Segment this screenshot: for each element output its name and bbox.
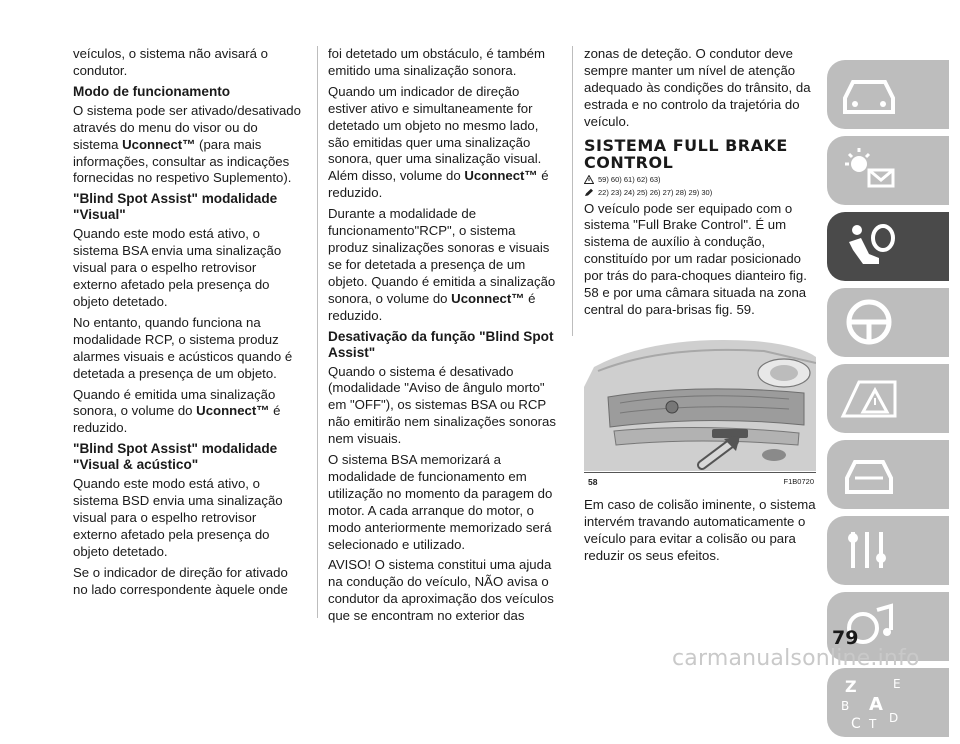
paragraph: zonas de deteção. O condutor deve sempre manter um nível de atenção adequado às condições do trânsito, da estrada e no controlo da trajetória do veículo. [584,46,811,129]
page-number: 79 [832,627,859,649]
paragraph: foi detetado um obstáculo, é também emitido uma sinalização sonora. [328,46,545,78]
paragraph [73,387,303,438]
heading-visual-acoustic-mode: "Blind Spot Assist" modalidade "Visual & acústico" [73,441,278,473]
car-front-radar-image [584,327,816,471]
section-title [584,137,816,171]
watermark: carmanualsonline.info [672,646,920,671]
column-divider [572,46,573,336]
index-letter: E [893,677,901,691]
text-column-2 [328,46,556,629]
figure-rule [584,472,816,473]
paragraph: Quando este modo está ativo, o sistema BSD envia uma sinalização visual para o espelho retrovisor externo afetado pela presença do objeto detetado. [73,476,283,559]
uconnect-brand: Uconnect™ [464,168,538,184]
paragraph: AVISO! O sistema constitui uma ajuda na condução do veículo, NÃO avisa o condutor da aproximação dos veículos que se encontram no exterior das [328,557,554,624]
uconnect-brand: Uconnect™ [196,403,270,419]
warning-triangle-icon [584,175,594,184]
paragraph [328,84,556,202]
tab-dashboard[interactable] [827,60,949,129]
text-run: O sistema pode ser ativado/desativado através do menu do visor ou do sistema [73,102,301,152]
tools-icon [839,524,899,576]
index-letter: Z [845,677,857,696]
car-service-icon [839,448,899,500]
text-column-1 [73,46,303,603]
paragraph: Em caso de colisão iminente, o sistema intervém travando automaticamente o veículo para evitar a colisão ou para reduzir os seus efeitos. [584,496,816,563]
text-run: Quando é emitida uma sinalização sonora, o volume do [73,386,276,419]
column-divider [317,46,318,618]
index-letter: D [889,711,899,725]
heading-deactivation: Desativação da função "Blind Spot Assist" [328,328,554,360]
uconnect-brand: Uconnect™ [451,290,525,306]
tab-safety[interactable] [827,212,949,281]
steering-wheel-icon [839,296,899,348]
road-warning-icon [839,372,899,424]
figure-number: 58 [588,476,598,487]
paragraph: Quando o sistema é desativado (modalidade "Aviso de ângulo morto" em "OFF"), os sistemas BSA ou RCP não emitirão nem sinalizações sonoras nem visuais. [328,363,556,447]
text-run: Quando um indicador de direção estiver ativo e simultaneamente for detetado um objeto no mesmo lado, são emitidas quer uma sinalização sonora, quer uma sinalização visual. Além disso, volume do [328,83,542,184]
warning-numbers: 59) 60) 61) 62) 63) [598,174,661,184]
uconnect-brand: Uconnect™ [122,136,196,152]
tab-emergency[interactable] [827,364,949,433]
index-letter: A [869,694,883,715]
note-numbers: 22) 23) 24) 25) 26) 27) 28) 29) 30) [598,187,713,197]
car-dashboard-icon [839,68,899,120]
index-letter: B [841,699,850,713]
figure-58 [584,327,816,487]
section-title-line: CONTROL [584,152,674,172]
paragraph: No entanto, quando funciona na modalidade RCP, o sistema produz alarmes visuais e acústicos quando é detetada a presença de um objeto. [73,314,293,381]
section-title-line: SISTEMA FULL BRAKE [584,135,788,155]
text-run: Durante a modalidade de funcionamento"RCP", o sistema produz sinalizações sonoras e visuais se for detetada a presença de um objeto. Quando é emitida a sinalização sonora, o volume do [328,206,556,306]
text-run: é reduzido. [328,290,536,323]
warning-references [584,175,816,185]
paragraph: Se o indicador de direção for ativado no lado correspondente àquele onde [73,564,288,597]
heading-visual-mode: "Blind Spot Assist" modalidade "Visual" [73,191,278,223]
paragraph: O veículo pode ser equipado com o sistema "Full Brake Control". É um sistema de auxílio à condução, constituído por um radar posicionado por trás do para-choques dianteiro fig. 58 e por uma câmara situada na zona central do para-brisas fig. 59. [584,200,807,317]
tab-index[interactable] [827,668,949,737]
paragraph: O sistema BSA memorizará a modalidade de funcionamento em utilização no momento da paragem do motor. A cada arranque do motor, o modo anteriormente memorizado será selecionado e utilizado. [328,452,553,552]
tab-lights-messages[interactable] [827,136,949,205]
note-references [584,188,816,198]
text-run: é reduzido. [328,168,549,201]
paragraph [328,206,556,324]
heading-operating-mode: Modo de funcionamento [73,83,231,99]
index-letter: T [869,717,877,731]
text-run: é reduzido. [73,403,281,436]
figure-code: F1B0720 [783,476,814,486]
lights-message-icon [839,144,899,196]
tab-servicing[interactable] [827,440,949,509]
pencil-note-icon [584,188,594,197]
paragraph: veículos, o sistema não avisará o condutor. [73,46,268,78]
tab-technical-data[interactable] [827,516,949,585]
index-letter: C [851,716,861,732]
paragraph [73,103,303,188]
paragraph: Quando este modo está ativo, o sistema BSA envia uma sinalização visual para o espelho retrovisor externo afetado pela presença do objeto detetado. [73,226,282,309]
text-run: (para mais informações, consultar as indicações fornecidas no respetivo Suplemento). [73,136,292,186]
safety-airbag-icon [839,220,899,272]
tab-starting-driving[interactable] [827,288,949,357]
text-column-3 [584,46,816,569]
index-icon [839,676,909,732]
